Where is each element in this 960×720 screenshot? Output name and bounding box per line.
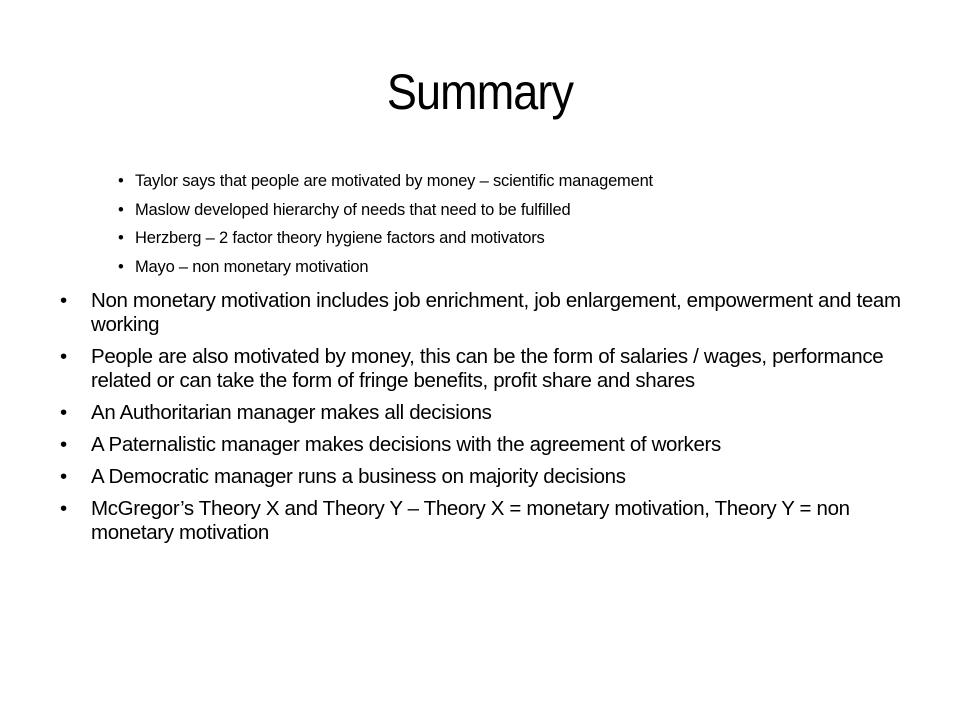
sub-bullet-item: • Herzberg – 2 factor theory hygiene factors and motivators [118,228,818,248]
main-bullet-item: • A Democratic manager runs a business on majority decisions [60,465,910,489]
main-bullet-item: • People are also motivated by money, this can be the form of salaries / wages, performance related or can take the form of fringe benefits, profit share and shares [60,345,910,393]
main-bullet-item: • An Authoritarian manager makes all decisions [60,401,910,425]
sub-bullet-item: • Taylor says that people are motivated by money – scientific management [118,171,818,191]
sub-bullet-item: • Maslow developed hierarchy of needs that need to be fulfilled [118,200,818,220]
main-bullet-item: • A Paternalistic manager makes decisions with the agreement of workers [60,433,910,457]
main-bullet-list [60,289,910,553]
sub-bullet-item: • Mayo – non monetary motivation [118,257,818,277]
sub-bullet-list [118,171,818,285]
main-bullet-item: • Non monetary motivation includes job enrichment, job enlargement, empowerment and team working [60,289,910,337]
main-bullet-item: • McGregor’s Theory X and Theory Y – Theory X = monetary motivation, Theory Y = non monetary motivation [60,497,910,545]
slide-title: Summary [386,64,574,120]
